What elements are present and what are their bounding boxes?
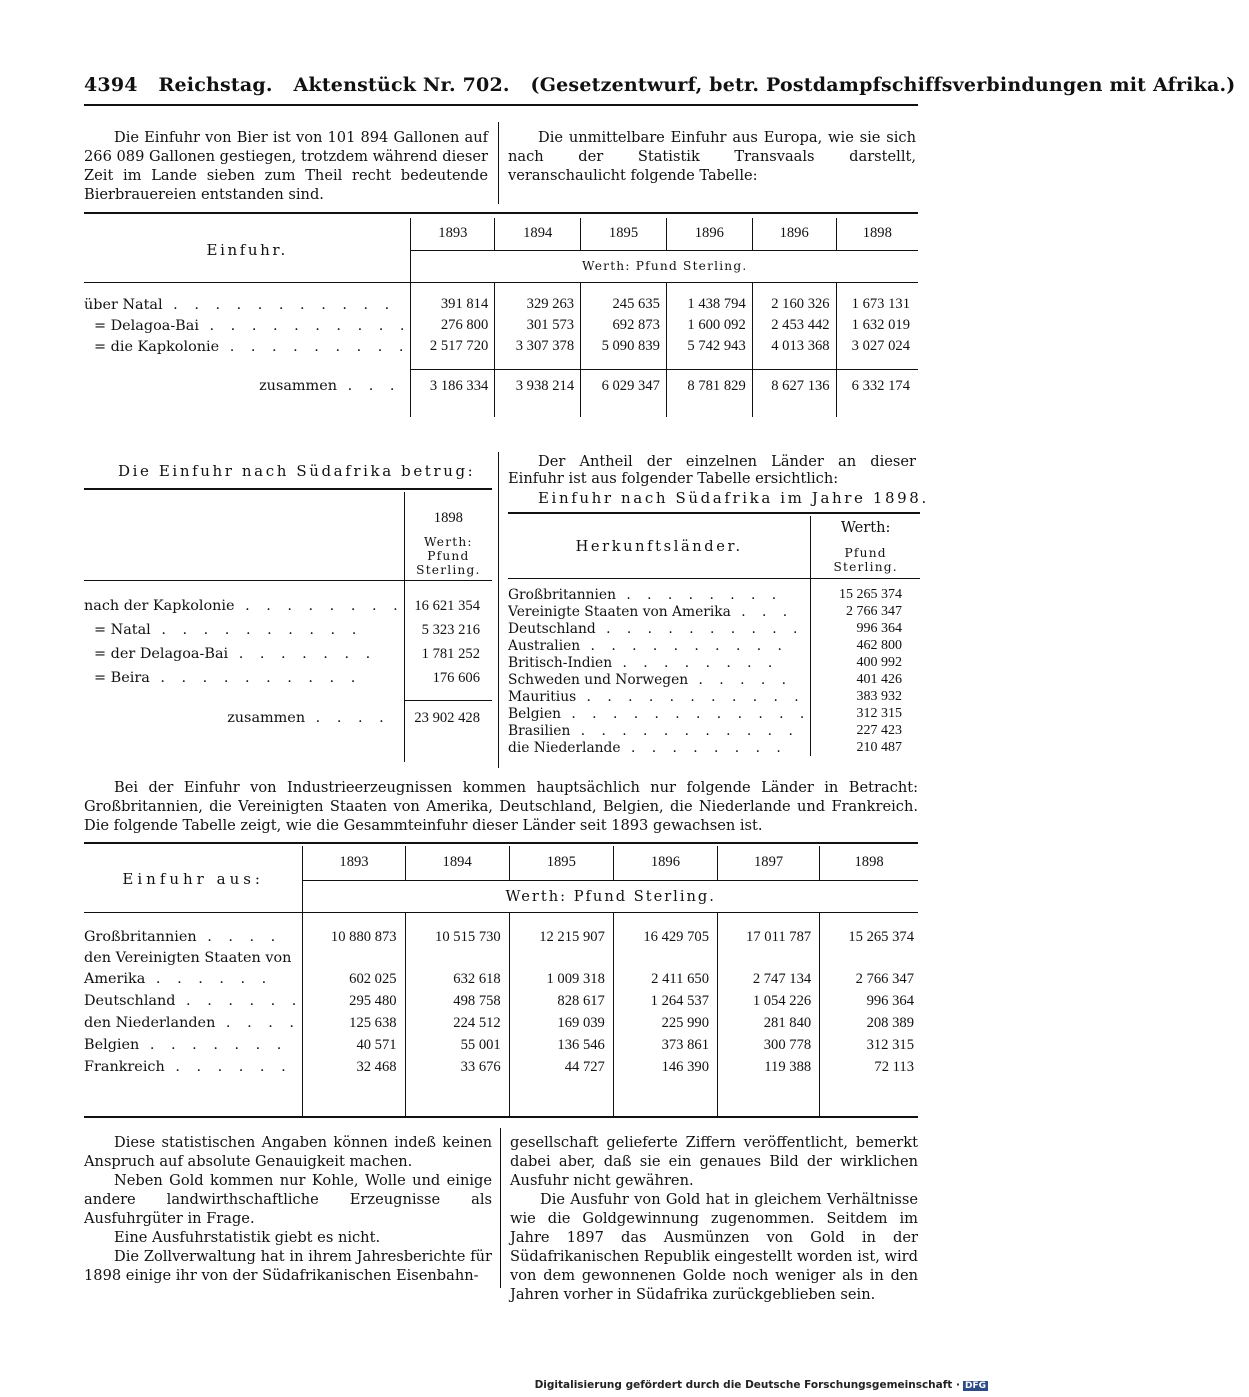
table3-row-label: Schweden und Norwegen — [508, 671, 689, 688]
table4-row-label: Großbritannien — [84, 929, 197, 945]
table-row: = die Kapkolonie . . . . . . . . . 2 517 720 3 307 378 5 090 839 5 742 943 4 013 368 3 027 024 — [84, 336, 918, 357]
table4-cell: 2 766 347 — [855, 970, 914, 987]
table4-top-rule — [84, 842, 918, 844]
table-row: nach der Kapkolonie . . . . . . . . 16 621 354 — [84, 594, 492, 618]
table4-cell: 32 468 — [303, 1056, 405, 1078]
table3-cell: 2 766 347 — [846, 603, 902, 619]
table3-row-label: Mauritius — [508, 688, 577, 705]
table-row: = Delagoa-Bai . . . . . . . . . . 276 800 301 573 692 873 1 600 092 2 453 442 1 632 019 — [84, 315, 918, 336]
table1-year: 1895 — [581, 218, 667, 250]
table3-row-label: Brasilien — [508, 722, 571, 739]
table-row: Australien . . . . . . . . . . 462 800 — [508, 637, 920, 654]
table1-total-cell: 3 186 334 — [411, 369, 495, 403]
table1-cell: 4 013 368 — [752, 336, 836, 357]
table3-row-label: Vereinigte Staaten von Amerika — [508, 603, 731, 620]
table-row: = Natal . . . . . . . . . . 5 323 216 — [84, 618, 492, 642]
table1-stub-header: Einfuhr. — [84, 218, 411, 282]
table3-row-label: Belgien — [508, 705, 562, 722]
table-row: Brasilien . . . . . . . . . . . 227 423 — [508, 722, 920, 739]
table3-row-label: Australien — [508, 637, 581, 654]
table1-cell: 5 090 839 — [581, 336, 667, 357]
table1-total-cell: 8 627 136 — [752, 369, 836, 403]
table1-row-label: = die Kapkolonie — [94, 338, 220, 355]
table1-row-label: über Natal — [84, 296, 163, 313]
table-row: Belgien . . . . . . . 40 571 55 001 136 546 373 861 300 778 312 315 — [84, 1034, 918, 1056]
table1-cell: 391 814 — [411, 294, 495, 315]
page-header — [84, 74, 1236, 96]
table4-cell: 373 861 — [613, 1034, 717, 1056]
table4-cell: 146 390 — [613, 1056, 717, 1078]
table-row: zusammen . . . 3 186 334 3 938 214 6 029 347 8 781 829 8 627 136 6 332 174 — [84, 369, 918, 403]
table1-cell: 1 632 019 — [851, 317, 910, 333]
table3-cell: 312 315 — [856, 705, 902, 721]
table-row: Amerika . . . . . . 602 025 632 618 1 009 318 2 411 650 2 747 134 2 766 347 — [84, 968, 918, 990]
table4-cell: 72 113 — [874, 1058, 914, 1075]
table4-cell: 2 411 650 — [613, 968, 717, 990]
table1-total-cell: 8 781 829 — [666, 369, 752, 403]
table4-bottom-rule — [84, 1116, 918, 1118]
table-row: über Natal . . . . . . . . . . . 391 814 329 263 245 635 1 438 794 2 160 326 1 673 131 — [84, 294, 918, 315]
table-row: Großbritannien . . . . 10 880 873 10 515 730 12 215 907 16 429 705 17 011 787 15 265 374 — [84, 926, 918, 948]
table4-row-label: Amerika — [84, 971, 146, 987]
table3-title: Einfuhr nach Südafrika im Jahre 1898. — [538, 489, 929, 507]
table4-cell: 12 215 907 — [509, 926, 613, 948]
table4-row-label-line1: den Vereinigten Staaten von — [84, 948, 303, 968]
table2-cell: 1 781 252 — [421, 645, 480, 662]
intro-right-paragraph: Die unmittelbare Einfuhr aus Europa, wie sie sich nach der Statistik Transvaals darstellt, veranschaulicht folgende Tabelle: — [508, 129, 916, 184]
table-row: = der Delagoa-Bai . . . . . . . 1 781 252 — [84, 642, 492, 666]
table4-cell: 2 747 134 — [718, 968, 820, 990]
table1-year: 1896 — [666, 218, 752, 250]
dfg-logo: DFG — [964, 1381, 986, 1391]
table3-top-rule — [508, 512, 920, 514]
bottom-left-paragraph: Neben Gold kommen nur Kohle, Wolle und einige andere landwirthschaftliche Erzeugnisse als Ausfuhrgüter in Frage. — [84, 1172, 492, 1227]
table-row: Vereinigte Staaten von Amerika . . . 2 766 347 — [508, 603, 920, 620]
table1-einfuhr — [84, 218, 918, 417]
table4-cell: 10 880 873 — [303, 926, 405, 948]
table3-unit-line1: Werth: — [840, 519, 891, 537]
publication-name: Reichstag. — [158, 74, 273, 96]
table4-cell: 996 364 — [866, 992, 914, 1009]
table-row: Deutschland . . . . . . 295 480 498 758 828 617 1 264 537 1 054 226 996 364 — [84, 990, 918, 1012]
table2-title: Die Einfuhr nach Südafrika betrug: — [118, 462, 476, 480]
table3-row-label: Großbritannien — [508, 586, 616, 603]
table2-unit-line2: Pfund Sterling. — [416, 549, 481, 577]
table4-cell: 119 388 — [718, 1056, 820, 1078]
bottom-left-paragraph: Diese statistischen Angaben können indeß keinen Anspruch auf absolute Genauigkeit machen. — [84, 1134, 492, 1170]
table1-cell: 5 742 943 — [666, 336, 752, 357]
table4-row-label: Frankreich — [84, 1059, 165, 1075]
header-rule — [84, 104, 918, 106]
table4-year: 1893 — [303, 846, 405, 880]
table3-stub-header: Herkunftsländer. — [508, 516, 811, 578]
table1-cell: 1 438 794 — [666, 294, 752, 315]
table1-total-cell: 6 029 347 — [581, 369, 667, 403]
table4-cell: 55 001 — [405, 1034, 509, 1056]
table1-top-rule — [84, 212, 918, 214]
table3-cell: 210 487 — [856, 739, 902, 755]
table4-cell: 281 840 — [718, 1012, 820, 1034]
bottom-left-column — [84, 1133, 492, 1285]
table4-einfuhr-aus — [84, 846, 918, 1116]
table4-row-label: Belgien — [84, 1037, 140, 1053]
intro-left-paragraph: Die Einfuhr von Bier ist von 101 894 Gallonen auf 266 089 Gallonen gestiegen, trotzdem während dieser Zeit im Lande sieben zum Theil recht bedeutende Bierbrauereien entstanden sind. — [84, 129, 488, 203]
table4-year: 1895 — [509, 846, 613, 880]
table4-cell: 498 758 — [405, 990, 509, 1012]
table3-cell: 400 992 — [856, 654, 902, 670]
table4-cell: 44 727 — [509, 1056, 613, 1078]
table3-row-label: die Niederlande — [508, 739, 621, 756]
table4-cell: 1 009 318 — [509, 968, 613, 990]
table2-row-label: = der Delagoa-Bai — [94, 646, 229, 662]
table4-cell: 602 025 — [303, 968, 405, 990]
table-row: = Beira . . . . . . . . . . 176 606 — [84, 666, 492, 690]
page-number: 4394 — [84, 74, 138, 96]
table1-unit: Werth: Pfund Sterling. — [411, 250, 918, 282]
table4-cell: 33 676 — [405, 1056, 509, 1078]
bottom-right-paragraph: gesellschaft gelieferte Ziffern veröffentlicht, bemerkt dabei aber, daß sie ein genaues Bild der wirklichen Ausfuhr nicht gewähren. — [510, 1134, 918, 1189]
document-number: Aktenstück Nr. 702. — [293, 74, 510, 96]
table4-stub-header: Einfuhr aus: — [84, 846, 303, 912]
table2-row-label: = Natal — [94, 622, 151, 638]
table1-year: 1898 — [836, 218, 918, 250]
table-row: Britisch-Indien . . . . . . . . 400 992 — [508, 654, 920, 671]
table1-year: 1893 — [411, 218, 495, 250]
table2-unit-line1: Werth: — [424, 535, 473, 549]
table2-cell: 16 621 354 — [414, 597, 480, 614]
table1-cell: 329 263 — [495, 294, 581, 315]
table-row: Großbritannien . . . . . . . . 15 265 374 — [508, 586, 920, 603]
table-row: zusammen . . . . 23 902 428 — [84, 700, 492, 736]
table4-cell: 208 389 — [866, 1014, 914, 1031]
document-subject: (Gesetzentwurf, betr. Postdampfschiffsverbindungen mit Afrika.) — [530, 74, 1236, 96]
table2-total-label: zusammen — [227, 710, 306, 726]
table1-cell: 1 600 092 — [666, 315, 752, 336]
table4-cell: 300 778 — [718, 1034, 820, 1056]
bottom-right-paragraph: Die Ausfuhr von Gold hat in gleichem Verhältnisse wie die Goldgewinnung zugenommen. Seitdem im Jahre 1897 das Ausmünzen von Gold in der Südafrikanischen Republik eingestellt worden ist, wird von dem gewonnenen Golde noch weniger als in den Jahren vorher in Südafrika zurückgeblieben sein. — [510, 1191, 918, 1303]
table-row: Schweden und Norwegen . . . . . 401 426 — [508, 671, 920, 688]
table3-cell: 996 364 — [856, 620, 902, 636]
table-row: Deutschland . . . . . . . . . . 996 364 — [508, 620, 920, 637]
column-divider — [498, 452, 499, 768]
table3-row-label: Deutschland — [508, 620, 596, 637]
table1-cell: 276 800 — [411, 315, 495, 336]
digitization-footer: Digitalisierung gefördert durch die Deutsche Forschungsgemeinschaft · DFG — [534, 1379, 986, 1391]
table-row: die Niederlande . . . . . . . . 210 487 — [508, 739, 920, 756]
table2-row-label: nach der Kapkolonie — [84, 598, 235, 614]
table2-cell: 176 606 — [432, 669, 480, 686]
table2-einfuhr-suedafrika — [84, 492, 492, 762]
table4-cell: 312 315 — [866, 1036, 914, 1053]
column-divider — [500, 1128, 501, 1288]
table4-cell: 40 571 — [303, 1034, 405, 1056]
table3-cell: 15 265 374 — [839, 586, 902, 602]
table1-cell: 245 635 — [581, 294, 667, 315]
table3-cell: 383 932 — [856, 688, 902, 704]
table4-row-label: den Niederlanden — [84, 1015, 216, 1031]
table1-total-cell: 3 938 214 — [495, 369, 581, 403]
table4-cell: 1 054 226 — [718, 990, 820, 1012]
table-row: Frankreich . . . . . . 32 468 33 676 44 727 146 390 119 388 72 113 — [84, 1056, 918, 1078]
column-divider — [498, 122, 499, 204]
table2-top-rule — [84, 488, 492, 490]
table1-cell: 2 517 720 — [411, 336, 495, 357]
table3-intro: Der Antheil der einzelnen Länder an dieser Einfuhr ist aus folgender Tabelle ersichtlich: — [508, 453, 916, 487]
table3-unit-line2: Pfund Sterling. — [833, 546, 898, 575]
bottom-left-paragraph: Die Zollverwaltung hat in ihrem Jahresberichte für 1898 einige ihr von der Südafrikanischen Eisenbahn- — [84, 1248, 492, 1284]
table4-row-label: Deutschland — [84, 993, 176, 1009]
middle-paragraph: Bei der Einfuhr von Industrieerzeugnissen kommen hauptsächlich nur folgende Länder in Betracht: Großbritannien, die Vereinigten Staaten von Amerika, Deutschland, Belgien, die Niederlande und Frankreich. Die folgende Tabelle zeigt, wie die Gesammteinfuhr dieser Länder seit 1893 gewachsen ist. — [84, 779, 918, 834]
table2-cell: 5 323 216 — [421, 621, 480, 638]
table2-row-label: = Beira — [94, 670, 150, 686]
table-row: Mauritius . . . . . . . . . . . 383 932 — [508, 688, 920, 705]
table4-cell: 10 515 730 — [405, 926, 509, 948]
table4-cell: 125 638 — [303, 1012, 405, 1034]
table4-year: 1898 — [820, 846, 918, 880]
table1-year: 1896 — [752, 218, 836, 250]
table4-cell: 169 039 — [509, 1012, 613, 1034]
table4-cell: 632 618 — [405, 968, 509, 990]
table1-total-label: zusammen — [259, 378, 337, 394]
table1-cell: 692 873 — [581, 315, 667, 336]
table1-cell: 2 160 326 — [752, 294, 836, 315]
table4-unit: Werth: Pfund Sterling. — [303, 880, 918, 912]
table-row: Belgien . . . . . . . . . . . . 312 315 — [508, 705, 920, 722]
table3-herkunftslaender — [508, 516, 920, 756]
table4-cell: 17 011 787 — [718, 926, 820, 948]
bottom-right-column — [510, 1133, 918, 1304]
table1-total-cell: 6 332 174 — [851, 377, 910, 394]
table-row: den Niederlanden . . . . 125 638 224 512 169 039 225 990 281 840 208 389 — [84, 1012, 918, 1034]
footer-text: Digitalisierung gefördert durch die Deutsche Forschungsgemeinschaft — [534, 1379, 953, 1391]
table2-year: 1898 — [433, 510, 463, 526]
table2-total-cell: 23 902 428 — [414, 709, 480, 726]
table1-cell: 2 453 442 — [752, 315, 836, 336]
table4-cell: 136 546 — [509, 1034, 613, 1056]
table1-cell: 301 573 — [495, 315, 581, 336]
table3-cell: 401 426 — [856, 671, 902, 687]
table1-cell: 1 673 131 — [851, 296, 910, 312]
table4-year: 1894 — [405, 846, 509, 880]
table3-cell: 462 800 — [856, 637, 902, 653]
table3-cell: 227 423 — [856, 722, 902, 738]
table4-cell: 828 617 — [509, 990, 613, 1012]
bottom-left-paragraph: Eine Ausfuhrstatistik giebt es nicht. — [114, 1229, 381, 1246]
table1-cell: 3 027 024 — [851, 338, 910, 354]
table1-row-label: = Delagoa-Bai — [94, 317, 199, 334]
table1-cell: 3 307 378 — [495, 336, 581, 357]
table4-year: 1896 — [613, 846, 717, 880]
table4-cell: 16 429 705 — [613, 926, 717, 948]
table4-year: 1897 — [718, 846, 820, 880]
table3-row-label: Britisch-Indien — [508, 654, 613, 671]
table4-cell: 1 264 537 — [613, 990, 717, 1012]
table4-cell: 295 480 — [303, 990, 405, 1012]
table4-cell: 224 512 — [405, 1012, 509, 1034]
table1-year: 1894 — [495, 218, 581, 250]
table4-cell: 225 990 — [613, 1012, 717, 1034]
table4-cell: 15 265 374 — [848, 928, 914, 945]
